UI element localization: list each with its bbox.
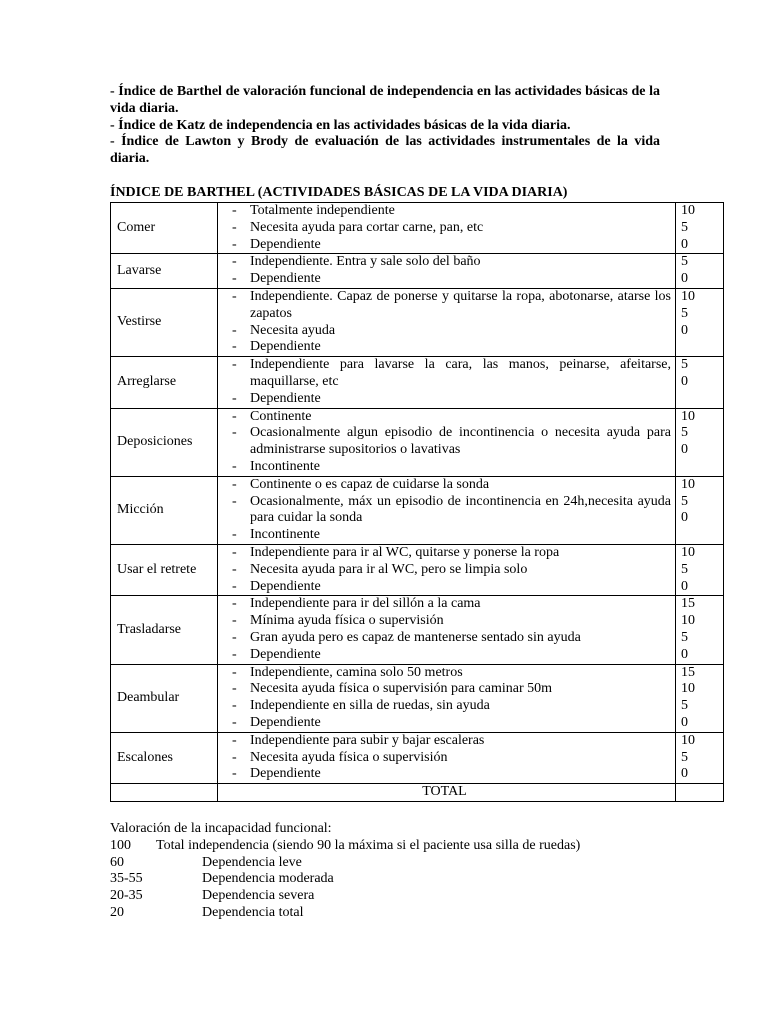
option-text: Dependiente [250, 236, 321, 252]
valoracion-score: 60 [110, 854, 124, 870]
option-points: 10 [681, 681, 695, 697]
points-cell [676, 544, 724, 595]
dash-bullet: - [232, 236, 237, 252]
valoracion-item [110, 888, 580, 905]
option-points: 5 [681, 254, 688, 270]
dash-bullet: - [232, 254, 237, 270]
valoracion-label: Dependencia total [202, 904, 304, 920]
option-item [232, 698, 671, 715]
points-cell [676, 408, 724, 476]
barthel-table-title: ÍNDICE DE BARTHEL (ACTIVIDADES BÁSICAS DE LA VIDA DIARIA) [110, 185, 568, 200]
options-cell [218, 254, 676, 289]
option-points: 0 [681, 373, 688, 389]
option-item [232, 459, 671, 476]
option-item [232, 562, 671, 579]
option-text: Dependiente [250, 339, 321, 355]
option-item [232, 323, 671, 340]
option-text: Dependiente [250, 578, 321, 594]
dash-bullet: - [232, 288, 237, 304]
option-text: Ocasionalmente algun episodio de incontinencia o necesita ayuda para administrarse supositorios o lavativas [250, 425, 671, 458]
dash-bullet: - [232, 458, 237, 474]
dash-bullet: - [232, 561, 237, 577]
option-item [232, 733, 671, 750]
points-cell [676, 288, 724, 356]
option-points: 10 [681, 476, 695, 492]
valoracion-label: Dependencia moderada [202, 871, 334, 887]
option-text: Gran ayuda pero es capaz de mantenerse sentado sin ayuda [250, 629, 581, 645]
valoracion-score: 20-35 [110, 888, 143, 904]
option-text: Dependiente [250, 646, 321, 662]
dash-bullet: - [232, 698, 237, 714]
dash-bullet: - [232, 339, 237, 355]
intro-item-barthel: - Índice de Barthel de valoración funcional de independencia en las actividades básicas de la vida diaria. [110, 84, 660, 116]
option-text: Ocasionalmente, máx un episodio de incontinencia en 24h,necesita ayuda para cuidar la sonda [250, 493, 671, 526]
total-empty-cell [111, 784, 218, 802]
category-cell: Escalones [111, 732, 218, 783]
points-cell [676, 596, 724, 664]
option-text: Dependiente [250, 271, 321, 287]
option-points: 10 [681, 288, 695, 304]
option-points: 15 [681, 664, 695, 680]
dash-bullet: - [232, 766, 237, 782]
category-cell: Arreglarse [111, 357, 218, 408]
option-points: 5 [681, 357, 688, 373]
dash-bullet: - [232, 714, 237, 730]
category-cell: Micción [111, 476, 218, 544]
dash-bullet: - [232, 732, 237, 748]
dash-bullet: - [232, 544, 237, 560]
option-points: 5 [681, 493, 688, 509]
option-points: 0 [681, 578, 688, 594]
dash-bullet: - [232, 271, 237, 287]
option-text: Independiente para ir del sillón a la cama [250, 596, 481, 612]
option-points: 0 [681, 510, 688, 526]
options-cell [218, 476, 676, 544]
valoracion-score: 20 [110, 904, 124, 920]
option-text: Necesita ayuda [250, 322, 336, 338]
points-cell [676, 254, 724, 289]
valoracion-section [110, 821, 580, 922]
options-cell [218, 357, 676, 408]
points-cell [676, 476, 724, 544]
option-points: 0 [681, 322, 688, 338]
option-item [232, 425, 671, 459]
option-text: Independiente, camina solo 50 metros [250, 664, 463, 680]
dash-bullet: - [232, 596, 237, 612]
dash-bullet: - [232, 681, 237, 697]
total-value [676, 784, 724, 802]
barthel-table [110, 202, 724, 802]
barthel-table-body [111, 203, 724, 802]
options-cell [218, 596, 676, 664]
option-points: 5 [681, 561, 688, 577]
option-points: 5 [681, 629, 688, 645]
option-item [232, 289, 671, 323]
total-label: TOTAL [218, 784, 676, 802]
option-item [232, 613, 671, 630]
category-cell: Deambular [111, 664, 218, 732]
valoracion-item [110, 871, 580, 888]
dash-bullet: - [232, 390, 237, 406]
dash-bullet: - [232, 664, 237, 680]
option-points: 10 [681, 408, 695, 424]
option-item [232, 494, 671, 528]
option-item [232, 630, 671, 647]
table-row [111, 732, 724, 783]
option-points: 10 [681, 732, 695, 748]
option-text: Dependiente [250, 714, 321, 730]
options-cell [218, 544, 676, 595]
option-points: 0 [681, 442, 688, 458]
valoracion-title: Valoración de la incapacidad funcional: [110, 821, 332, 836]
option-points: 10 [681, 613, 695, 629]
option-text: Dependiente [250, 766, 321, 782]
dash-bullet: - [232, 493, 237, 509]
option-points: 5 [681, 749, 688, 765]
option-points: 15 [681, 596, 695, 612]
option-text: Totalmente independiente [250, 203, 395, 218]
valoracion-score: 35-55 [110, 871, 143, 887]
table-row [111, 357, 724, 408]
options-cell [218, 408, 676, 476]
option-text: Independiente para subir y bajar escaleras [250, 732, 485, 748]
category-cell: Usar el retrete [111, 544, 218, 595]
option-points: 0 [681, 271, 688, 287]
option-item [232, 357, 671, 391]
option-text: Independiente. Entra y sale solo del baño [250, 254, 481, 270]
dash-bullet: - [232, 629, 237, 645]
dash-bullet: - [232, 322, 237, 338]
option-text: Necesita ayuda física o supervisión [250, 749, 448, 765]
option-text: Independiente en silla de ruedas, sin ayuda [250, 698, 490, 714]
table-row [111, 288, 724, 356]
dash-bullet: - [232, 219, 237, 235]
option-item [232, 220, 671, 237]
option-item [232, 203, 671, 220]
option-text: Dependiente [250, 390, 321, 406]
dash-bullet: - [232, 408, 237, 424]
option-points: 10 [681, 203, 695, 218]
valoracion-item [110, 905, 580, 922]
dash-bullet: - [232, 203, 237, 218]
dash-bullet: - [232, 646, 237, 662]
option-points: 5 [681, 425, 688, 441]
option-points: 5 [681, 219, 688, 235]
table-row [111, 596, 724, 664]
points-cell [676, 357, 724, 408]
option-text: Independiente. Capaz de ponerse y quitarse la ropa, abotonarse, atarse los zapatos [250, 288, 671, 321]
option-points: 0 [681, 766, 688, 782]
dash-bullet: - [232, 613, 237, 629]
options-cell [218, 288, 676, 356]
category-cell: Deposiciones [111, 408, 218, 476]
points-cell [676, 664, 724, 732]
option-item [232, 681, 671, 698]
option-points: 0 [681, 236, 688, 252]
option-points: 10 [681, 544, 695, 560]
options-cell [218, 203, 676, 254]
total-row [111, 784, 724, 802]
options-cell [218, 664, 676, 732]
table-row [111, 254, 724, 289]
option-item [232, 715, 671, 732]
intro-item-lawton: - Índice de Lawton y Brody de evaluación de las actividades instrumentales de la vida diaria. [110, 134, 660, 167]
option-item [232, 409, 671, 426]
option-item [232, 545, 671, 562]
option-item [232, 647, 671, 664]
dash-bullet: - [232, 578, 237, 594]
category-cell: Lavarse [111, 254, 218, 289]
table-row [111, 408, 724, 476]
valoracion-score: 100 [110, 837, 131, 853]
option-text: Necesita ayuda física o supervisión para caminar 50m [250, 681, 553, 697]
option-item [232, 477, 671, 494]
table-row [111, 203, 724, 254]
table-row [111, 544, 724, 595]
option-points: 0 [681, 714, 688, 730]
dash-bullet: - [232, 476, 237, 492]
option-text: Independiente para lavarse la cara, las manos, peinarse, afeitarse, maquillarse, etc [250, 357, 671, 389]
dash-bullet: - [232, 749, 237, 765]
option-item [232, 579, 671, 596]
valoracion-label: Dependencia severa [202, 888, 315, 904]
option-text: Necesita ayuda para ir al WC, pero se limpia solo [250, 561, 528, 577]
option-points: 5 [681, 305, 688, 321]
category-cell: Vestirse [111, 288, 218, 356]
valoracion-item [110, 838, 580, 855]
option-item [232, 766, 671, 783]
valoracion-label: Total independencia (siendo 90 la máxima si el paciente usa silla de ruedas) [156, 837, 581, 853]
option-item [232, 750, 671, 767]
option-item [232, 527, 671, 544]
option-points: 0 [681, 646, 688, 662]
option-text: Continente [250, 408, 312, 424]
option-item [232, 271, 671, 288]
option-item [232, 596, 671, 613]
option-text: Incontinente [250, 458, 320, 474]
option-item [232, 237, 671, 254]
option-text: Mínima ayuda física o supervisión [250, 613, 444, 629]
category-cell: Trasladarse [111, 596, 218, 664]
category-cell: Comer [111, 203, 218, 254]
options-cell [218, 732, 676, 783]
option-text: Continente o es capaz de cuidarse la sonda [250, 476, 490, 492]
dash-bullet: - [232, 527, 237, 543]
table-row [111, 476, 724, 544]
option-item [232, 391, 671, 408]
table-row [111, 664, 724, 732]
points-cell [676, 203, 724, 254]
points-cell [676, 732, 724, 783]
option-points: 5 [681, 698, 688, 714]
valoracion-item [110, 855, 580, 872]
valoracion-label: Dependencia leve [202, 854, 302, 870]
option-item [232, 339, 671, 356]
intro-item-katz: - Índice de Katz de independencia en las actividades básicas de la vida diaria. [110, 117, 571, 133]
option-text: Necesita ayuda para cortar carne, pan, etc [250, 219, 484, 235]
valoracion-list [110, 838, 580, 922]
option-item [232, 665, 671, 682]
option-item [232, 254, 671, 271]
intro-list [110, 84, 660, 168]
option-text: Independiente para ir al WC, quitarse y ponerse la ropa [250, 544, 560, 560]
option-text: Incontinente [250, 527, 320, 543]
dash-bullet: - [232, 425, 237, 441]
dash-bullet: - [232, 357, 237, 373]
